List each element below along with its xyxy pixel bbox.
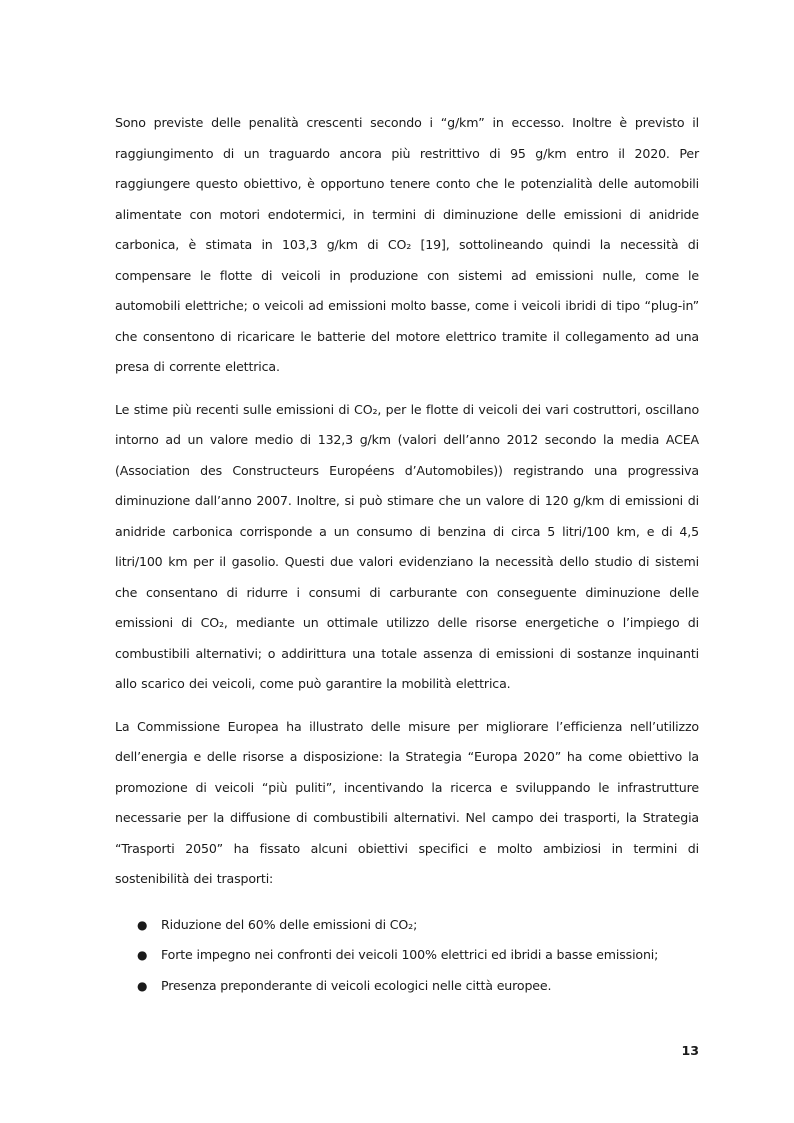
bullet-icon: ●: [137, 917, 148, 932]
list-item: [115, 940, 699, 971]
document-body: [115, 108, 699, 1001]
page-number: 13: [681, 1043, 699, 1058]
list-item: [115, 910, 699, 941]
bullet-icon: ●: [137, 948, 148, 962]
list-item: [115, 971, 699, 1002]
bullet-icon: ●: [137, 978, 148, 993]
objectives-list: [115, 910, 699, 1002]
list-item-text: Forte impegno nei confronti dei veicoli 100% elettrici ed ibridi a basse emissioni;: [161, 947, 659, 962]
paragraph-european-commission: La Commissione Europea ha illustrato delle misure per migliorare l’efficienza nell’utilizzo dell’energia e delle risorse a disposizione: la Strategia “Europa 2020” ha come obiettivo la promozione di veicoli “più puliti”, incentivando la ricerca e sviluppando le infrastrutture necessarie per la diffusione di combustibili alternativi. Nel campo dei trasporti, la Strategia “Trasporti 2050” ha fissato alcuni obiettivi specifici e molto ambiziosi in termini di sostenibilità dei trasporti:: [115, 718, 699, 886]
list-item-text: Presenza preponderante di veicoli ecologici nelle città europee.: [161, 977, 552, 993]
paragraph-penalties: Sono previste delle penalità crescenti secondo i “g/km” in eccesso. Inoltre è previsto il raggiungimento di un traguardo ancora più restrittivo di 95 g/km entro il 2020. Per raggiungere questo obiettivo, è opportuno tenere conto che le potenzialità delle automobili alimentate con motori endotermici, in termini di diminuzione delle emissioni di anidride carbonica, è stimata in 103,3 g/km di CO₂ [19], sottolineando quindi la necessità di compensare le flotte di veicoli in produzione con sistemi ad emissioni nulle, come le automobili elettriche; o veicoli ad emissioni molto basse, come i veicoli ibridi di tipo “plug-in” che consentono di ricaricare le batterie del motore elettrico tramite il collegamento ad una presa di corrente elettrica.: [115, 115, 699, 374]
list-item-text: Riduzione del 60% delle emissioni di CO₂;: [161, 916, 418, 932]
paragraph-emission-estimates: Le stime più recenti sulle emissioni di CO₂, per le flotte di veicoli dei vari costruttori, oscillano intorno ad un valore medio di 132,3 g/km (valori dell’anno 2012 secondo la media ACEA (Association des Constructeurs Européens d’Automobiles)) registrando una progressiva diminuzione dall’anno 2007. Inoltre, si può stimare che un valore di 120 g/km di emissioni di anidride carbonica corrisponde a un consumo di benzina di circa 5 litri/100 km, e di 4,5 litri/100 km per il gasolio. Questi due valori evidenziano la necessità dello studio di sistemi che consentano di ridurre i consumi di carburante con conseguente diminuzione delle emissioni di CO₂, mediante un ottimale utilizzo delle risorse energetiche o l’impiego di combustibili alternativi; o addirittura una totale assenza di emissioni di sostanze inquinanti allo scarico dei veicoli, come può garantire la mobilità elettrica.: [115, 401, 699, 691]
